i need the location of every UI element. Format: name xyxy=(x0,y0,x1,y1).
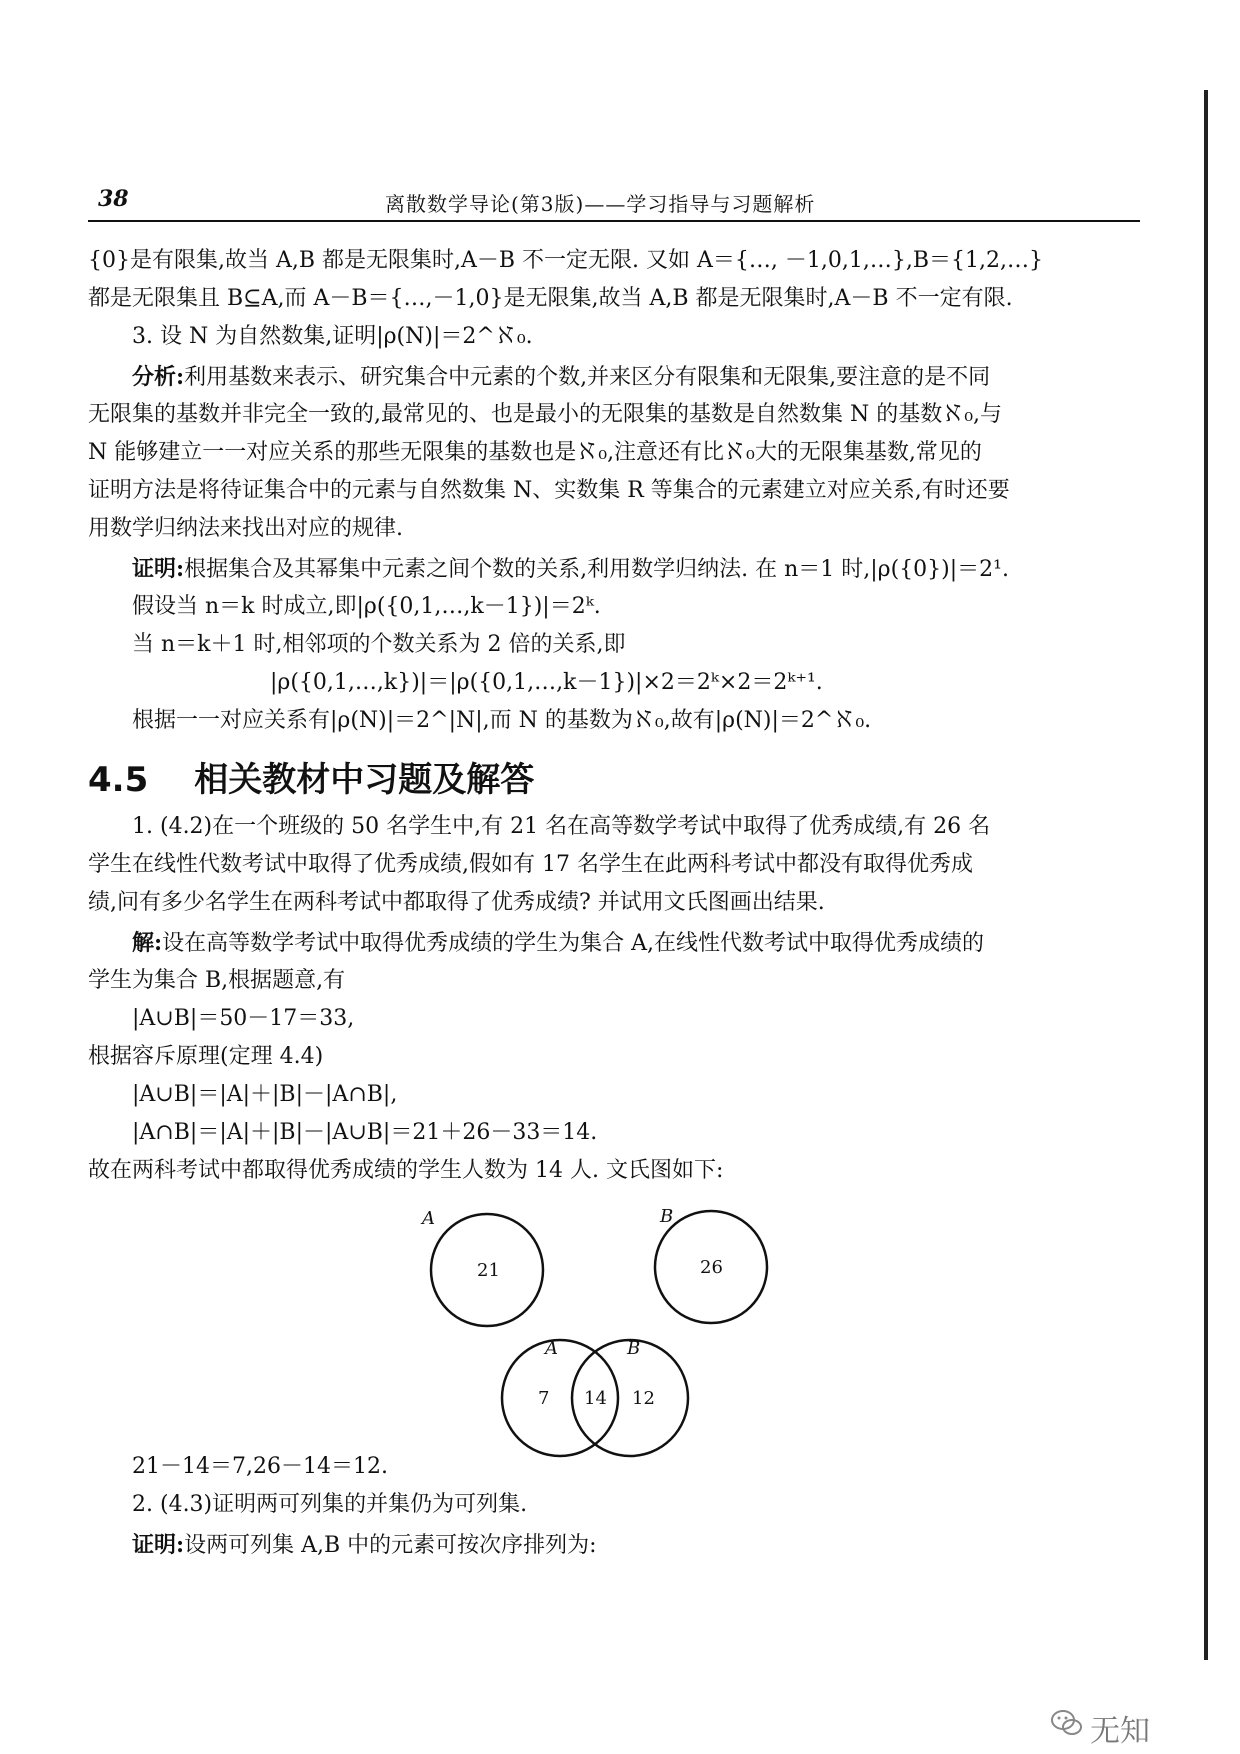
text-line: 无限集的基数并非完全一致的,最常见的、也是最小的无限集的基数是自然数集 N 的基数ℵ₀,与 xyxy=(88,402,1003,427)
section-title: 相关教材中习题及解答 xyxy=(194,760,535,800)
section-number: 4.5 xyxy=(88,760,149,800)
venn-top-value-a: 21 xyxy=(477,1260,500,1281)
equation-line: |A∪B|＝50－17＝33, xyxy=(132,1006,355,1031)
text-line: 根据容斥原理(定理 4.4) xyxy=(88,1044,324,1069)
venn-bottom-label-a: A xyxy=(545,1338,558,1359)
text-line: 用数学归纳法来找出对应的规律. xyxy=(88,516,403,541)
exercise-3-statement: 3. 设 N 为自然数集,证明|ρ(N)|＝2^ℵ₀. xyxy=(132,324,533,349)
wechat-icon xyxy=(1050,1708,1084,1738)
text-line: 假设当 n＝k 时成立,即|ρ({0,1,…,k－1})|＝2ᵏ. xyxy=(132,594,601,619)
equation-line: |A∩B|＝|A|＋|B|－|A∪B|＝21＋26－33＝14. xyxy=(132,1120,598,1145)
text-line: 设两可列集 A,B 中的元素可按次序排列为: xyxy=(184,1533,597,1558)
solution-label: 解: xyxy=(132,930,163,956)
text-line: 绩,问有多少名学生在两科考试中都取得了优秀成绩? 并试用文氏图画出结果. xyxy=(88,890,825,915)
text-line: 1. (4.2)在一个班级的 50 名学生中,有 21 名在高等数学考试中取得了优秀成绩,有 26 名 xyxy=(132,814,991,839)
text-line: 都是无限集且 B⊆A,而 A－B＝{…,－1,0}是无限集,故当 A,B 都是无限集时,A－B 不一定有限. xyxy=(88,286,1013,311)
text-line: 根据集合及其幂集中元素之间个数的关系,利用数学归纳法. 在 n＝1 时,|ρ({0})|＝2¹. xyxy=(184,557,1009,582)
equation-line: |ρ({0,1,…,k})|＝|ρ({0,1,…,k－1})|×2＝2ᵏ×2＝2ᵏ⁺¹. xyxy=(270,670,823,695)
text-line: N 能够建立一一对应关系的那些无限集的基数也是ℵ₀,注意还有比ℵ₀大的无限集基数,常见的 xyxy=(88,440,982,465)
proof-label: 证明: xyxy=(132,1532,185,1558)
text-line: 学生为集合 B,根据题意,有 xyxy=(88,968,346,993)
proof-label: 证明: xyxy=(132,556,185,582)
venn-only-b-value: 12 xyxy=(632,1388,655,1409)
venn-top-label-b: B xyxy=(660,1206,674,1227)
venn-bottom-label-b: B xyxy=(627,1338,641,1359)
text-line: {0}是有限集,故当 A,B 都是无限集时,A－B 不一定无限. 又如 A＝{…, －1,0,1,…},B＝{1,2,…} xyxy=(88,248,1044,273)
equation-line: 21－14＝7,26－14＝12. xyxy=(132,1454,388,1479)
text-line: 当 n＝k＋1 时,相邻项的个数关系为 2 倍的关系,即 xyxy=(132,632,626,657)
venn-intersection-value: 14 xyxy=(584,1388,607,1409)
equation-line: |A∪B|＝|A|＋|B|－|A∩B|, xyxy=(132,1082,398,1107)
venn-top-label-a: A xyxy=(422,1208,435,1229)
running-head: 离散数学导论(第3版)——学习指导与习题解析 xyxy=(385,192,816,216)
venn-only-a-value: 7 xyxy=(538,1388,550,1409)
watermark-text: 无知 xyxy=(1090,1714,1150,1749)
text-line: 利用基数来表示、研究集合中元素的个数,并来区分有限集和无限集,要注意的是不同 xyxy=(184,365,991,390)
text-line: 根据一一对应关系有|ρ(N)|＝2^|N|,而 N 的基数为ℵ₀,故有|ρ(N)|＝2^ℵ₀. xyxy=(132,708,872,733)
venn-top-value-b: 26 xyxy=(700,1257,723,1278)
text-line: 故在两科考试中都取得优秀成绩的学生人数为 14 人. 文氏图如下: xyxy=(88,1158,724,1183)
text-line: 学生在线性代数考试中取得了优秀成绩,假如有 17 名学生在此两科考试中都没有取得优秀成 xyxy=(88,852,973,877)
exercise-2-statement: 2. (4.3)证明两可列集的并集仍为可列集. xyxy=(132,1492,528,1517)
page-number: 38 xyxy=(98,186,129,212)
proof-paragraph-start xyxy=(132,1530,597,1561)
text-line: 设在高等数学考试中取得优秀成绩的学生为集合 A,在线性代数考试中取得优秀成绩的 xyxy=(162,931,985,956)
analysis-label: 分析: xyxy=(132,364,185,390)
text-line: 证明方法是将待证集合中的元素与自然数集 N、实数集 R 等集合的元素建立对应关系,有时还要 xyxy=(88,478,1010,503)
